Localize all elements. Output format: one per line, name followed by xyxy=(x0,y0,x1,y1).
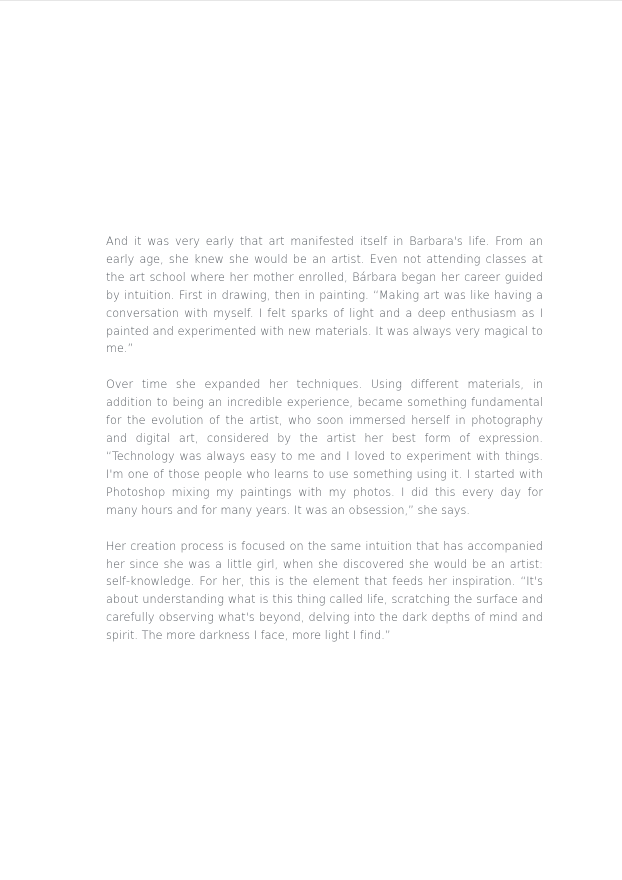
article-body xyxy=(106,233,543,645)
paragraph-early-art: And it was very early that art manifested itself in Barbara's life. From an early age, she knew she would be an artist. Even not attending classes at the art school where her mother enrolled, Bárbara began her career guided by intuition. First in drawing, then in painting. “Making art was like having a conversation with myself. I felt sparks of light and a deep enthusiasm as I painted and experimented with new materials. It was always very magical to me.” xyxy=(106,235,543,356)
paragraph-techniques: Over time she expanded her techniques. Using different materials, in addition to being an incredible experience, became something fundamental for the evolution of the artist, who soon immersed herself in photography and digital art, considered by the artist her best form of expression. “Technology was always easy to me and I loved to experiment with things. I'm one of those people who learns to use something using it. I started with Photoshop mixing my paintings with my photos. I did this every day for many hours and for many years. It was an obsession,” she says. xyxy=(106,378,543,517)
paragraph-creation-process: Her creation process is focused on the same intuition that has accompanied her since she was a little girl, when she discovered she would be an artist: self-knowledge. For her, this is the element that feeds her inspiration. “It's about understanding what is this thing called life, scratching the surface and carefully observing what's beyond, delving into the dark depths of mind and spirit. The more darkness I face, more light I find.” xyxy=(106,539,543,643)
